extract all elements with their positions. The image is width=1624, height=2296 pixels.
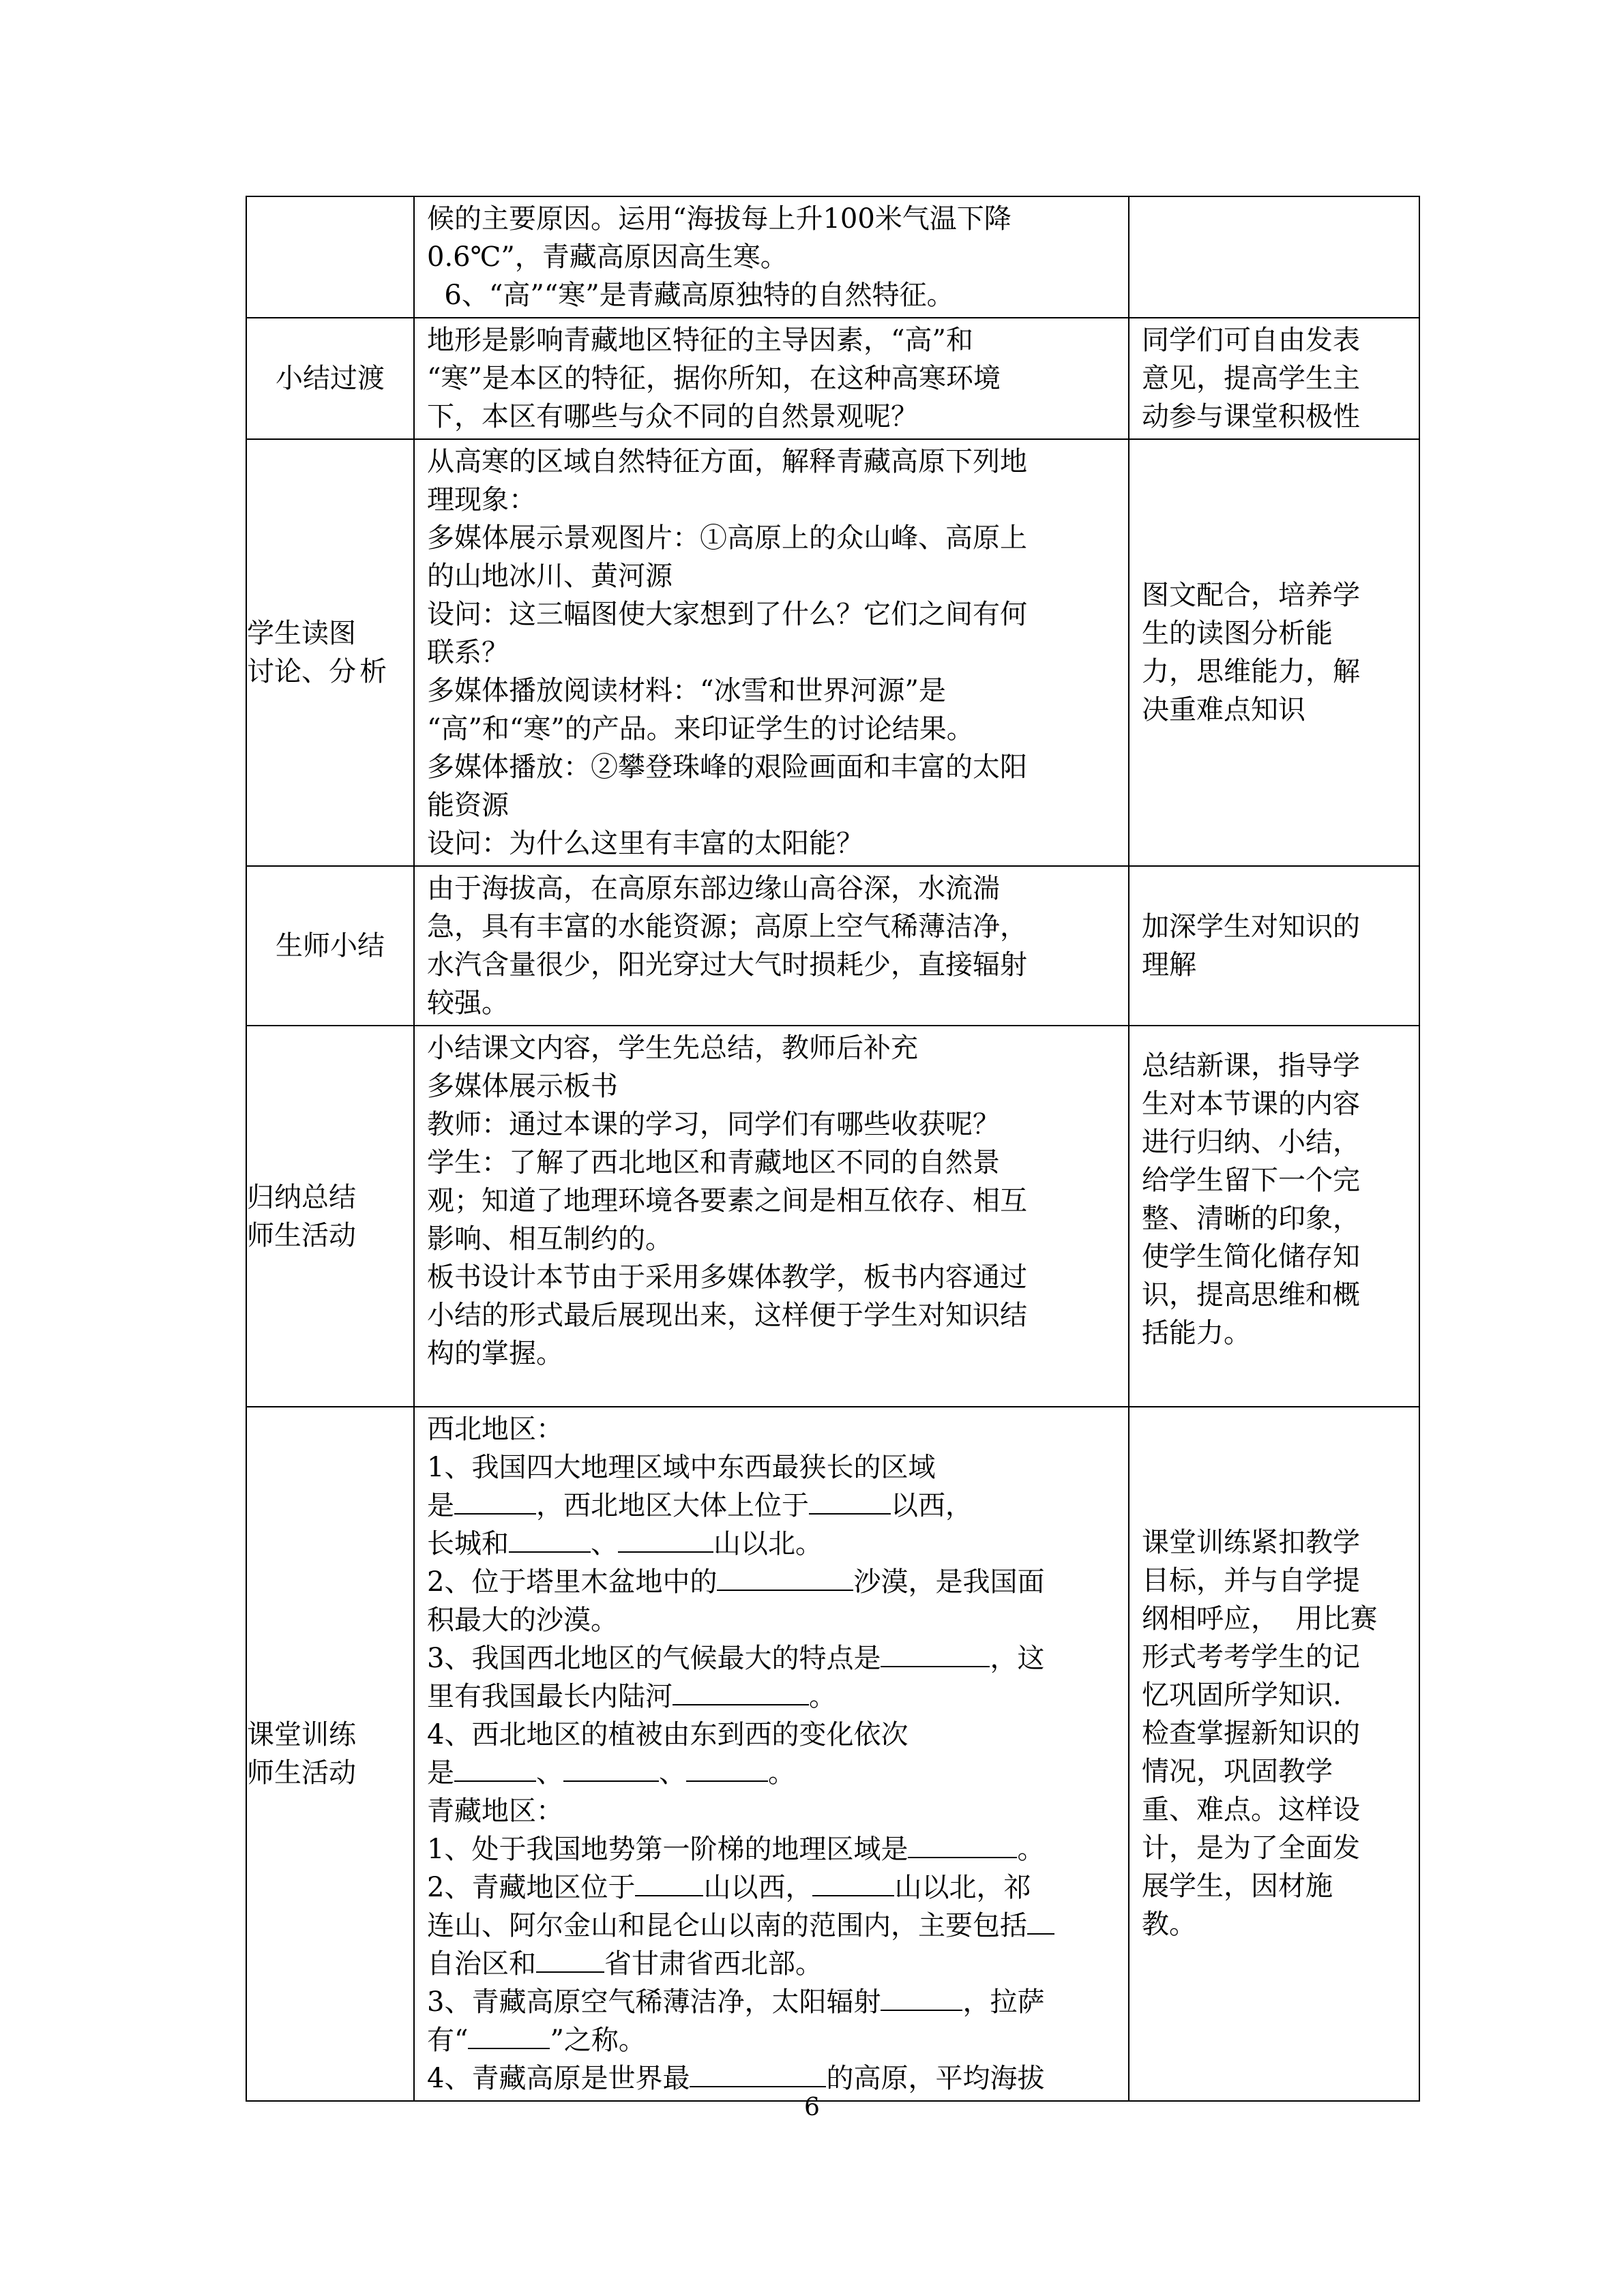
answer-blank: [881, 1986, 962, 2011]
content-line: 里有我国最长内陆河 。: [427, 1681, 836, 1712]
content-line: 候的主要原因。运用“海拔每上升100米气温下降: [427, 203, 1012, 235]
content-line: 影响、相互制约的。: [427, 1223, 673, 1255]
content-line: 设问：为什么这里有丰富的太阳能？: [427, 828, 863, 859]
content-line: 教师：通过本课的学习，同学们有哪些收获呢？: [427, 1109, 1000, 1140]
content-line: 多媒体播放阅读材料：“冰雪和世界河源”是: [427, 675, 946, 706]
intent-line: 使学生简化储存知: [1142, 1241, 1360, 1272]
stage-label: 生师小结: [276, 930, 385, 961]
answer-blank: [618, 1528, 713, 1553]
content-line: 较强。: [427, 987, 509, 1019]
intent-line: 动参与课堂积极性: [1142, 401, 1360, 432]
answer-blank: [809, 1490, 891, 1515]
answer-blank: [536, 1948, 604, 1973]
content-line: 1、我国四大地理区域中东西最狭长的区域: [427, 1452, 936, 1483]
intent-line: 加深学生对知识的: [1142, 911, 1360, 942]
intent-cell: [1129, 439, 1419, 866]
intent-line: 括能力。: [1142, 1317, 1251, 1349]
content-line: 2、青藏地区位于 山以西， 山以北，祁: [427, 1872, 1031, 1903]
intent-line: 生对本节课的内容: [1142, 1088, 1360, 1120]
stage-cell: [246, 1407, 414, 2101]
intent-line: 给学生留下一个完: [1142, 1165, 1360, 1196]
answer-blank: [686, 1757, 768, 1782]
intent-line: 同学们可自由发表: [1142, 325, 1360, 356]
content-line: 自治区和 省甘肃省西北部。: [427, 1948, 823, 1980]
content-line: 多媒体展示景观图片：①高原上的众山峰、高原上: [427, 522, 1027, 554]
answer-blank: [468, 2025, 550, 2049]
stage-label: 学生读图 讨论、分 析: [247, 618, 387, 687]
intent-line: 计，是为了全面发: [1142, 1832, 1360, 1864]
stage-cell: [246, 196, 414, 318]
answer-blank: [812, 1872, 894, 1896]
answer-blank: [454, 1757, 536, 1782]
content-line: 积最大的沙漠。: [427, 1605, 618, 1636]
content-line: 是 ，西北地区大体上位于 以西，: [427, 1490, 973, 1521]
table-row: [246, 1407, 1419, 2101]
intent-cell: [1129, 196, 1419, 318]
intent-line: 课堂训练紧扣教学: [1142, 1527, 1360, 1558]
intent-line: 形式考考学生的记: [1142, 1641, 1360, 1673]
answer-blank: [673, 1681, 809, 1705]
content-line: 联系？: [427, 637, 509, 668]
intent-line: 整、清晰的印象，: [1142, 1203, 1360, 1234]
content-line: 由于海拔高，在高原东部边缘山高谷深，水流湍: [427, 873, 1000, 904]
table-row: [246, 439, 1419, 866]
stage-label: 课堂训练 师生活动: [247, 1719, 356, 1789]
stage-cell: [246, 1026, 414, 1407]
content-line: 1、处于我国地势第一阶梯的地理区域是 。: [427, 1834, 1045, 1865]
table-row: [246, 196, 1419, 318]
intent-line: 目标，并与自学提: [1142, 1565, 1360, 1596]
intent-line: 图文配合，培养学: [1142, 580, 1360, 611]
intent-line: 总结新课，指导学: [1142, 1050, 1360, 1082]
stage-label: 小结过渡: [276, 363, 385, 394]
intent-line: 展学生，因材施: [1142, 1870, 1333, 1902]
answer-blank: [717, 1566, 853, 1591]
answer-blank: [690, 2063, 826, 2087]
content-line: 3、青藏高原空气稀薄洁净，太阳辐射 ，拉萨: [427, 1986, 1045, 2018]
content-cell: [414, 1407, 1129, 2101]
answer-blank: [908, 1834, 1017, 1858]
content-line: 多媒体播放：②攀登珠峰的艰险画面和丰富的太阳: [427, 751, 1027, 783]
content-line: 小结课文内容，学生先总结，教师后补充: [427, 1032, 918, 1064]
content-cell: [414, 318, 1129, 439]
intent-line: 重、难点。这样设: [1142, 1794, 1360, 1825]
stage-cell: [246, 866, 414, 1026]
content-line: 0.6℃”，青藏高原因高生寒。: [427, 241, 788, 273]
content-cell: [414, 196, 1129, 318]
content-line: 小结的形式最后展现出来，这样便于学生对知识结: [427, 1300, 1027, 1331]
intent-line: 意见，提高学生主: [1142, 363, 1360, 394]
intent-line: 教。: [1142, 1909, 1196, 1940]
lesson-table: [246, 196, 1420, 2102]
intent-line: 进行归纳、小结，: [1142, 1127, 1360, 1158]
content-cell: [414, 866, 1129, 1026]
stage-label: 归纳总结 师生活动: [247, 1181, 356, 1251]
intent-line: 力，思维能力，解: [1142, 656, 1360, 687]
intent-line: 忆巩固所学知识.: [1142, 1680, 1342, 1711]
content-line: 地形是影响青藏地区特征的主导因素，“高”和: [427, 325, 973, 356]
content-line: 学生：了解了西北地区和青藏地区不同的自然景: [427, 1147, 1000, 1178]
intent-line: 纲相呼应， 用比赛: [1142, 1603, 1378, 1635]
answer-blank: [635, 1872, 703, 1896]
content-line: 4、青藏高原是世界最 的高原，平均海拔: [427, 2063, 1045, 2094]
intent-cell: [1129, 318, 1419, 439]
content-line: 青藏地区：: [427, 1795, 563, 1827]
content-line: 长城和 、 山以北。: [427, 1528, 823, 1560]
content-line: 从高寒的区域自然特征方面，解释青藏高原下列地: [427, 446, 1027, 477]
intent-cell: [1129, 1026, 1419, 1407]
content-line: 4、西北地区的植被由东到西的变化依次: [427, 1719, 909, 1750]
content-line: 下，本区有哪些与众不同的自然景观呢？: [427, 401, 918, 432]
answer-blank: [563, 1757, 659, 1782]
page-number: 6: [804, 2093, 820, 2121]
intent-line: 检查掌握新知识的: [1142, 1718, 1360, 1749]
content-line: 3、我国西北地区的气候最大的特点是 ，这: [427, 1643, 1045, 1674]
intent-cell: [1129, 1407, 1419, 2101]
content-line: 板书设计本节由于采用多媒体教学，板书内容通过: [427, 1262, 1027, 1293]
content-line: 多媒体展示板书: [427, 1071, 618, 1102]
intent-line: 识，提高思维和概: [1142, 1279, 1360, 1311]
content-line: 观；知道了地理环境各要素之间是相互依存、相互: [427, 1185, 1027, 1217]
content-line: “高”和“寒”的产品。来印证学生的讨论结果。: [427, 713, 974, 745]
stage-cell: [246, 318, 414, 439]
content-line: 有“ ”之称。: [427, 2025, 646, 2056]
content-cell: [414, 439, 1129, 866]
content-line: 水汽含量很少，阳光穿过大气时损耗少，直接辐射: [427, 949, 1027, 981]
table-row: [246, 866, 1419, 1026]
intent-line: 理解: [1142, 949, 1196, 981]
table-row: [246, 1026, 1419, 1407]
content-line: 是 、 、 。: [427, 1757, 795, 1789]
content-line: 能资源: [427, 790, 509, 821]
answer-blank: [881, 1643, 990, 1667]
content-line: 连山、阿尔金山和昆仑山以南的范围内，主要包括: [427, 1907, 1119, 1945]
content-line: 6、“高”“寒”是青藏高原独特的自然特征。: [427, 280, 954, 311]
intent-line: 情况，巩固教学: [1142, 1756, 1333, 1787]
table-row: [246, 318, 1419, 439]
content-line: 理现象：: [427, 484, 536, 516]
answer-blank: [1027, 1910, 1054, 1935]
answer-blank: [454, 1490, 536, 1515]
content-line: “寒”是本区的特征，据你所知，在这种高寒环境: [427, 363, 1001, 394]
content-line: 急，具有丰富的水能资源；高原上空气稀薄洁净，: [427, 911, 1027, 942]
content-line: 西北地区：: [427, 1414, 563, 1445]
content-line: 设问：这三幅图使大家想到了什么？它们之间有何: [427, 599, 1027, 630]
content-line: 2、位于塔里木盆地中的 沙漠，是我国面: [427, 1566, 1045, 1598]
stage-cell: [246, 439, 414, 866]
content-cell: [414, 1026, 1129, 1407]
content-line: 的山地冰川、黄河源: [427, 561, 673, 592]
intent-line: 决重难点知识: [1142, 694, 1305, 726]
content-line: 构的掌握。: [427, 1338, 563, 1369]
intent-cell: [1129, 866, 1419, 1026]
intent-line: 生的读图分析能: [1142, 618, 1333, 649]
answer-blank: [509, 1528, 591, 1553]
